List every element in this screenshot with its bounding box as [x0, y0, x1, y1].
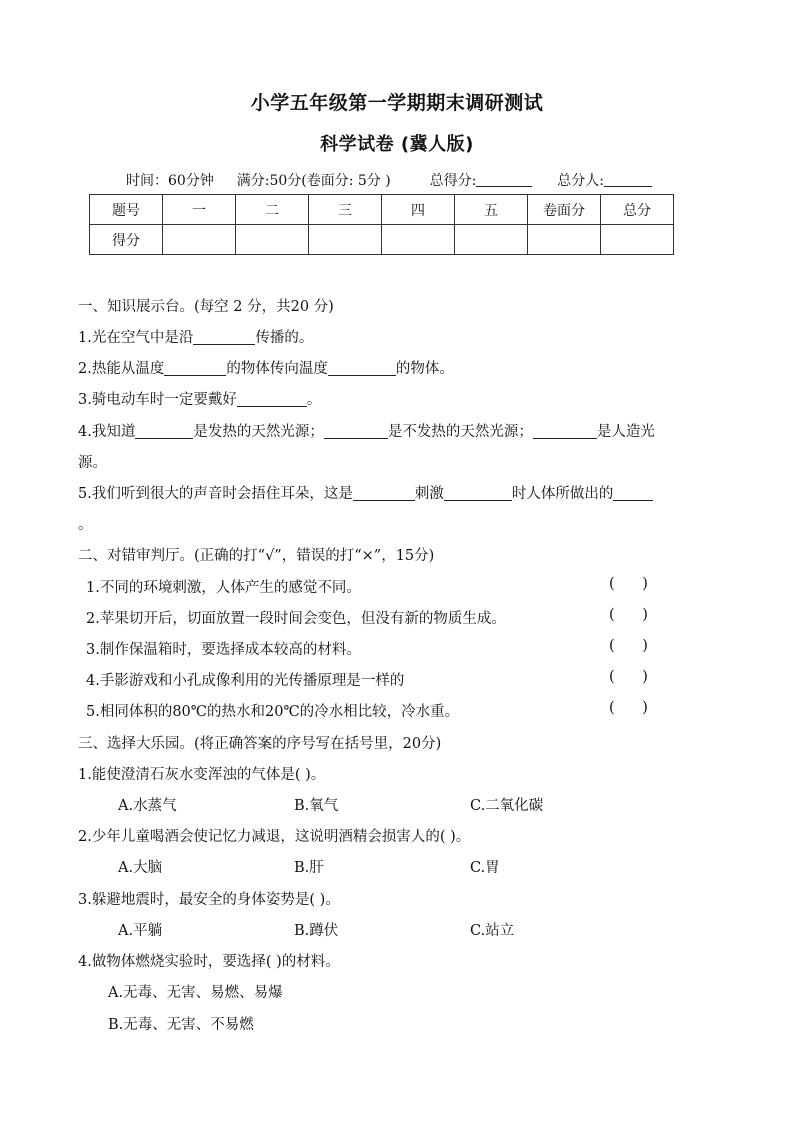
- table-cell: 卷面分: [528, 195, 601, 225]
- tf-item-4: 4.手影游戏和小孔成像利用的光传播原理是一样的: [86, 673, 405, 689]
- tf-item-5: 5.相同体积的80℃的热水和20℃的冷水相比较，冷水重。: [86, 704, 460, 720]
- score-input-cell[interactable]: [455, 225, 528, 255]
- answer-parentheses[interactable]: ( ): [609, 700, 648, 716]
- answer-blank[interactable]: [237, 391, 307, 407]
- score-table-header-row: [90, 195, 674, 225]
- answer-blank[interactable]: [613, 485, 653, 501]
- tf-item-2: 2.苹果切开后，切面放置一段时间会变色，但没有新的物质生成。: [86, 611, 506, 627]
- score-input-cell[interactable]: [528, 225, 601, 255]
- total-score-label: 总得分:: [429, 173, 477, 189]
- answer-blank[interactable]: [193, 329, 255, 345]
- answer-blank[interactable]: [135, 423, 193, 439]
- table-cell: 三: [309, 195, 382, 225]
- score-input-cell[interactable]: [163, 225, 236, 255]
- section1-heading: 一、知识展示台。(每空 2 分，共20 分): [78, 299, 334, 315]
- choice-option-c[interactable]: C.站立: [470, 923, 515, 939]
- exam-subtitle: 科学试卷 (冀人版): [320, 134, 474, 155]
- total-score-blank[interactable]: [476, 172, 532, 187]
- choice-option-a[interactable]: A.无毒、无害、易燃、易爆: [108, 985, 283, 1001]
- table-cell: 二: [236, 195, 309, 225]
- answer-parentheses[interactable]: ( ): [609, 638, 648, 654]
- scorer-label: 总分人:: [557, 173, 604, 189]
- choice-option-b[interactable]: B.肝: [294, 860, 324, 876]
- exam-title: 小学五年级第一学期期末调研测试: [250, 92, 544, 114]
- table-cell: 得分: [90, 225, 163, 255]
- answer-parentheses[interactable]: ( ): [609, 576, 648, 592]
- score-table-score-row: [90, 225, 674, 255]
- table-cell: 题号: [90, 195, 163, 225]
- answer-blank[interactable]: [328, 360, 396, 376]
- question-1-4-cont: 源。: [78, 455, 107, 471]
- answer-blank[interactable]: [353, 485, 415, 501]
- answer-blank[interactable]: [324, 423, 388, 439]
- table-cell: 总分: [601, 195, 674, 225]
- choice-option-a[interactable]: A.平躺: [118, 923, 163, 939]
- full-score-info: 满分:50分(卷面分: 5分 ): [236, 173, 391, 189]
- question-1-4: 4.我知道 是发热的天然光源； 是不发热的天然光源； 是人造光: [78, 424, 655, 440]
- answer-parentheses[interactable]: ( ): [609, 607, 648, 623]
- exam-meta: [126, 170, 652, 190]
- question-1-5: 5.我们听到很大的声音时会捂住耳朵，这是 刺激 时人体所做出的: [78, 482, 653, 503]
- table-cell: 四: [382, 195, 455, 225]
- table-cell: 五: [455, 195, 528, 225]
- choice-option-b[interactable]: B.氧气: [294, 798, 339, 814]
- question-1-1: 1.光在空气中是沿 传播的。: [78, 330, 314, 346]
- choice-question-3: 3.躲避地震时，最安全的身体姿势是( )。: [78, 892, 340, 908]
- choice-option-c[interactable]: C.胃: [470, 860, 500, 876]
- answer-parentheses[interactable]: ( ): [609, 669, 648, 685]
- tf-item-3: 3.制作保温箱时，要选择成本较高的材料。: [86, 642, 361, 658]
- section3-heading: 三、选择大乐园。(将正确答案的序号写在括号里，20分): [78, 736, 442, 752]
- score-table: [89, 194, 674, 255]
- time-info: 时间：60分钟: [126, 173, 214, 189]
- question-1-3: 3.骑电动车时一定要戴好 。: [78, 392, 322, 408]
- answer-blank[interactable]: [444, 485, 512, 501]
- tf-item-1: 1.不同的环境刺激，人体产生的感觉不同。: [86, 580, 361, 596]
- choice-question-1: 1.能使澄清石灰水变浑浊的气体是( )。: [78, 767, 326, 783]
- score-input-cell[interactable]: [382, 225, 455, 255]
- answer-blank[interactable]: [164, 360, 226, 376]
- answer-blank[interactable]: [533, 423, 597, 439]
- section2-heading: 二、对错审判厅。(正确的打“√”，错误的打“×”，15分): [78, 548, 435, 564]
- table-cell: 一: [163, 195, 236, 225]
- choice-option-b[interactable]: B.无毒、无害、不易燃: [108, 1017, 254, 1033]
- choice-question-4: 4.做物体燃烧实验时，要选择( )的材料。: [78, 954, 340, 970]
- score-input-cell[interactable]: [309, 225, 382, 255]
- score-input-cell[interactable]: [601, 225, 674, 255]
- choice-option-c[interactable]: C.二氧化碳: [470, 798, 544, 814]
- question-1-5-cont: 。: [78, 517, 93, 533]
- choice-question-2: 2.少年儿童喝酒会使记忆力减退，这说明酒精会损害人的( )。: [78, 829, 471, 845]
- question-1-2: 2.热能从温度 的物体传向温度 的物体。: [78, 361, 454, 377]
- choice-option-a[interactable]: A.大脑: [118, 860, 163, 876]
- score-input-cell[interactable]: [236, 225, 309, 255]
- choice-option-a[interactable]: A.水蒸气: [118, 798, 177, 814]
- scorer-blank[interactable]: [604, 172, 652, 187]
- choice-option-b[interactable]: B.蹲伏: [294, 923, 339, 939]
